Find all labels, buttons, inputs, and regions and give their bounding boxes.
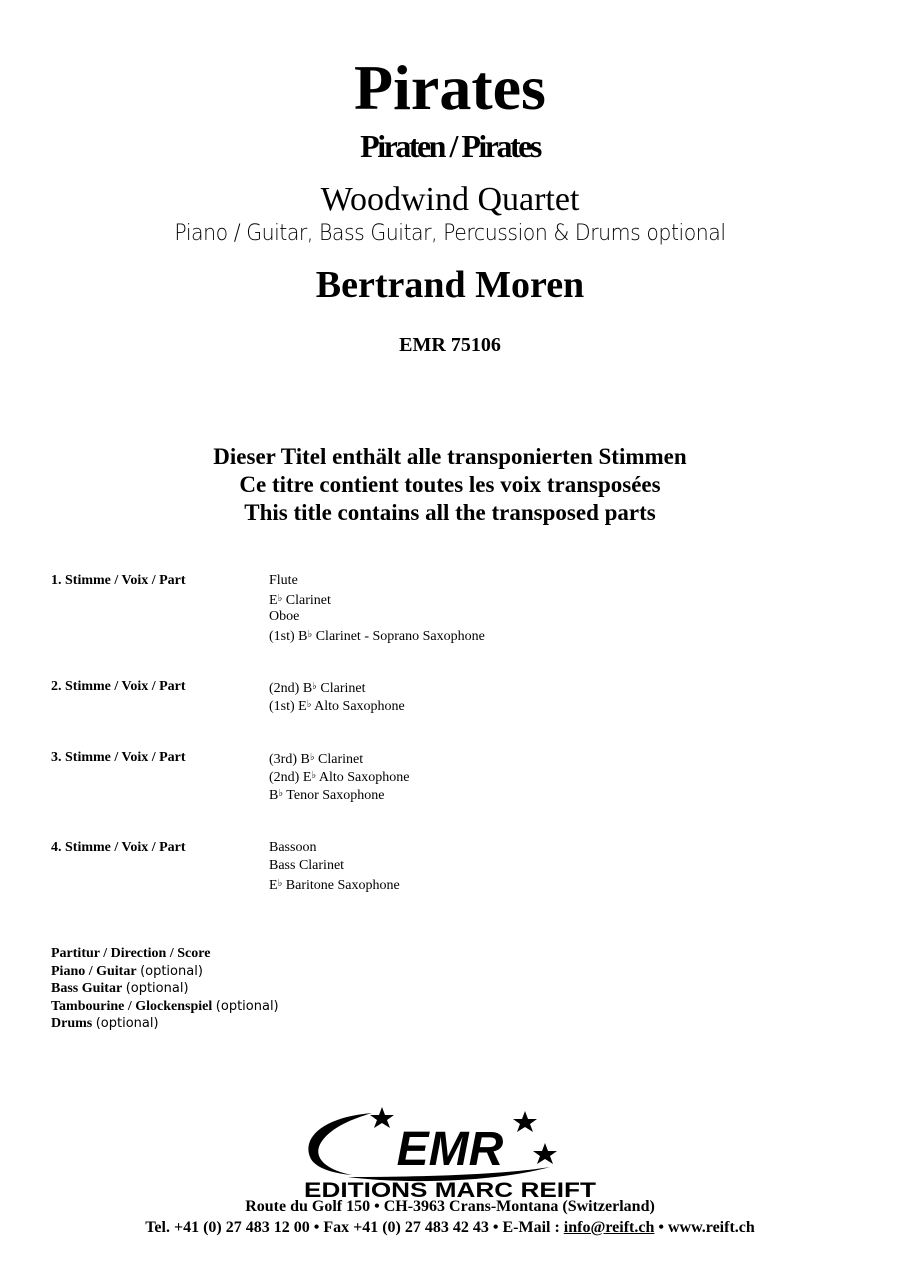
- extra-part-name: Piano / Guitar: [51, 963, 137, 979]
- instrument-prefix: (2nd) E: [269, 770, 312, 785]
- extra-part-name: Tambourine / Glockenspiel: [51, 998, 213, 1014]
- instrument-prefix: (1st) E: [269, 699, 307, 714]
- flat-sign: ♭: [306, 699, 312, 710]
- tel-fax: Tel. +41 (0) 27 483 12 00 • Fax +41 (0) 27 483 42 43 • E-Mail :: [145, 1219, 564, 1236]
- email-link[interactable]: info@reift.ch: [563, 1219, 655, 1236]
- extra-part-name: Partitur / Direction / Score: [51, 946, 211, 961]
- instrument-item: [269, 767, 409, 785]
- instrument-prefix: E: [269, 593, 278, 608]
- extra-parts: [51, 945, 279, 1033]
- instrument-name: Baritone Saxophone: [282, 878, 400, 893]
- part-label: 2. Stimme / Voix / Part: [51, 679, 186, 694]
- instrument-prefix: (1st) B: [269, 629, 308, 644]
- instrument-item: [269, 839, 400, 857]
- instrument-prefix: B: [269, 788, 279, 803]
- instrument-item: [269, 749, 409, 767]
- title: Pirates: [354, 52, 546, 123]
- instrument-item: [269, 857, 400, 875]
- instrument-name: Tenor Saxophone: [283, 788, 385, 803]
- extra-part-item: [51, 945, 279, 963]
- instrument-name: Bassoon: [269, 840, 317, 855]
- emr-logo-text: EMR: [396, 1123, 504, 1176]
- instrument-name: Clarinet: [314, 752, 364, 767]
- publisher-contact: [0, 1218, 900, 1238]
- extra-part-item: [51, 1015, 279, 1033]
- extra-part-item: [51, 980, 279, 998]
- website[interactable]: • www.reift.ch: [654, 1219, 755, 1236]
- transposition-note-fr: Ce titre contient toutes les voix transposées: [239, 472, 661, 497]
- optional-note: (optional): [95, 1016, 159, 1031]
- flat-sign: ♭: [277, 878, 283, 889]
- catalog-number: EMR 75106: [399, 334, 501, 356]
- optional-note: (optional): [125, 981, 189, 996]
- extra-part-name: Drums: [51, 1016, 93, 1031]
- flat-sign: ♭: [278, 788, 284, 799]
- instrument-name: Alto Saxophone: [311, 699, 405, 714]
- part-instruments: [269, 839, 400, 893]
- part-label: 1. Stimme / Voix / Part: [51, 573, 186, 588]
- instrument-item: [269, 608, 485, 626]
- optional-note: (optional): [215, 998, 279, 1014]
- transposition-note-de: Dieser Titel enthält alle transponierten Stimmen: [213, 444, 687, 469]
- flat-sign: ♭: [312, 681, 317, 692]
- publisher-name: EDITIONS MARC REIFT: [304, 1179, 597, 1201]
- emr-logo: [300, 1105, 600, 1201]
- instrument-name: Bass Clarinet: [269, 858, 345, 873]
- instrument-name: Oboe: [269, 609, 300, 624]
- instrument-item: [269, 572, 485, 590]
- instrument-name: Flute: [269, 573, 298, 588]
- instrument-prefix: (3rd) B: [269, 752, 310, 767]
- part-instruments: [269, 678, 405, 714]
- instrument-name: Clarinet - Soprano Saxophone: [312, 629, 485, 644]
- optional-note: (optional): [140, 963, 203, 979]
- instrument-item: [269, 875, 400, 893]
- transposition-note-en: This title contains all the transposed parts: [244, 500, 656, 525]
- extra-part-name: Bass Guitar: [51, 981, 123, 996]
- composer: Bertrand Moren: [315, 264, 585, 306]
- ensemble: Woodwind Quartet: [320, 181, 580, 218]
- flat-sign: ♭: [307, 629, 313, 640]
- instrument-name: Clarinet: [316, 681, 366, 696]
- instrument-item: [269, 590, 485, 608]
- extra-part-item: [51, 998, 279, 1016]
- part-instruments: [269, 572, 485, 644]
- instrument-name: Clarinet: [282, 593, 331, 608]
- part-label: 4. Stimme / Voix / Part: [51, 840, 186, 855]
- instrument-name: Alto Saxophone: [316, 770, 410, 785]
- flat-sign: ♭: [309, 752, 315, 763]
- instrument-prefix: (2nd) B: [269, 681, 313, 696]
- part-label: 3. Stimme / Voix / Part: [51, 750, 186, 765]
- publisher-address: Route du Golf 150 • CH-3963 Crans-Montana (Switzerland): [245, 1198, 655, 1215]
- extra-part-item: [51, 963, 279, 981]
- subtitle: Piraten / Pirates: [360, 128, 540, 164]
- instrument-item: [269, 785, 409, 803]
- flat-sign: ♭: [277, 593, 283, 604]
- instrument-item: [269, 678, 405, 696]
- instrument-item: [269, 626, 485, 644]
- part-instruments: [269, 749, 409, 803]
- flat-sign: ♭: [311, 770, 317, 781]
- instrument-item: [269, 696, 405, 714]
- instrumentation: Piano / Guitar, Bass Guitar, Percussion & Drums optional: [174, 221, 726, 246]
- instrument-prefix: E: [269, 878, 278, 893]
